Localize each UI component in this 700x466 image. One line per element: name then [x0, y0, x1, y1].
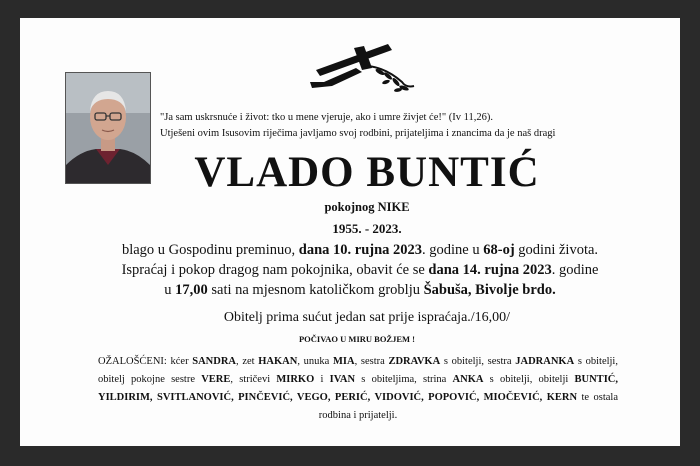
- death-date: dana 10. rujna 2023: [298, 242, 423, 258]
- funeral-place: Šabuša, Bivolje brdo.: [423, 282, 556, 298]
- cross-with-branch-icon: [302, 38, 422, 96]
- father-name: pokojnog NIKE: [324, 200, 410, 214]
- announcement-line-1: blago u Gospodinu preminuo, dana 10. rujna 2023. godine u 68-oj godini života.: [121, 242, 599, 258]
- obituary-card: [20, 18, 680, 446]
- funeral-time: 17,00: [175, 282, 208, 298]
- announcement-line-2: Ispraćaj i pokop dragog nam pokojnika, obavit će se dana 14. rujna 2023. godine: [121, 262, 599, 278]
- announcement-line-3: u 17,00 sati na mjesnom katoličkom groblju Šabuša, Bivolje brdo.: [164, 282, 556, 298]
- age: 68-oj: [483, 242, 515, 258]
- rest-in-peace: POČIVAO U MIRU BOŽJEM !: [298, 334, 415, 344]
- condolence-note: Obitelj prima sućut jedan sat prije ispraćaja./16,00/: [223, 310, 511, 325]
- deceased-name: VLADO BUNTIĆ: [194, 149, 540, 196]
- funeral-date: dana 14. rujna 2023: [428, 262, 552, 278]
- bible-quote: [160, 110, 620, 142]
- announcement-text: [90, 240, 630, 300]
- quote-line-2: Utješeni ovim Isusovim riječima javljamo svoj rodbini, prijateljima i znancima da je naš dragi: [160, 128, 556, 139]
- quote-line-1: "Ja sam uskrsnuće i život: tko u mene vjeruje, ako i umre živjet će!" (Iv 11,26).: [160, 112, 494, 123]
- life-years: 1955. - 2023.: [332, 221, 402, 236]
- mourners-list: OŽALOŠĆENI: kćer SANDRA, zet HAKAN, unuka MIA, sestra ZDRAVKA s obitelji, sestra JADRANKA s obitelji, obitelj pokojne sestre VERE, stričevi MIRKO i IVAN s obiteljima, strina ANKA s obitelji, obitelji BUNTIĆ, YILDIRIM, SVITLANOVIĆ, PINČEVIĆ, VEGO, PERIĆ, VIDOVIĆ, POPOVIĆ, MIOČEVIĆ, KERN te ostala rodbina i prijatelji.: [98, 356, 619, 421]
